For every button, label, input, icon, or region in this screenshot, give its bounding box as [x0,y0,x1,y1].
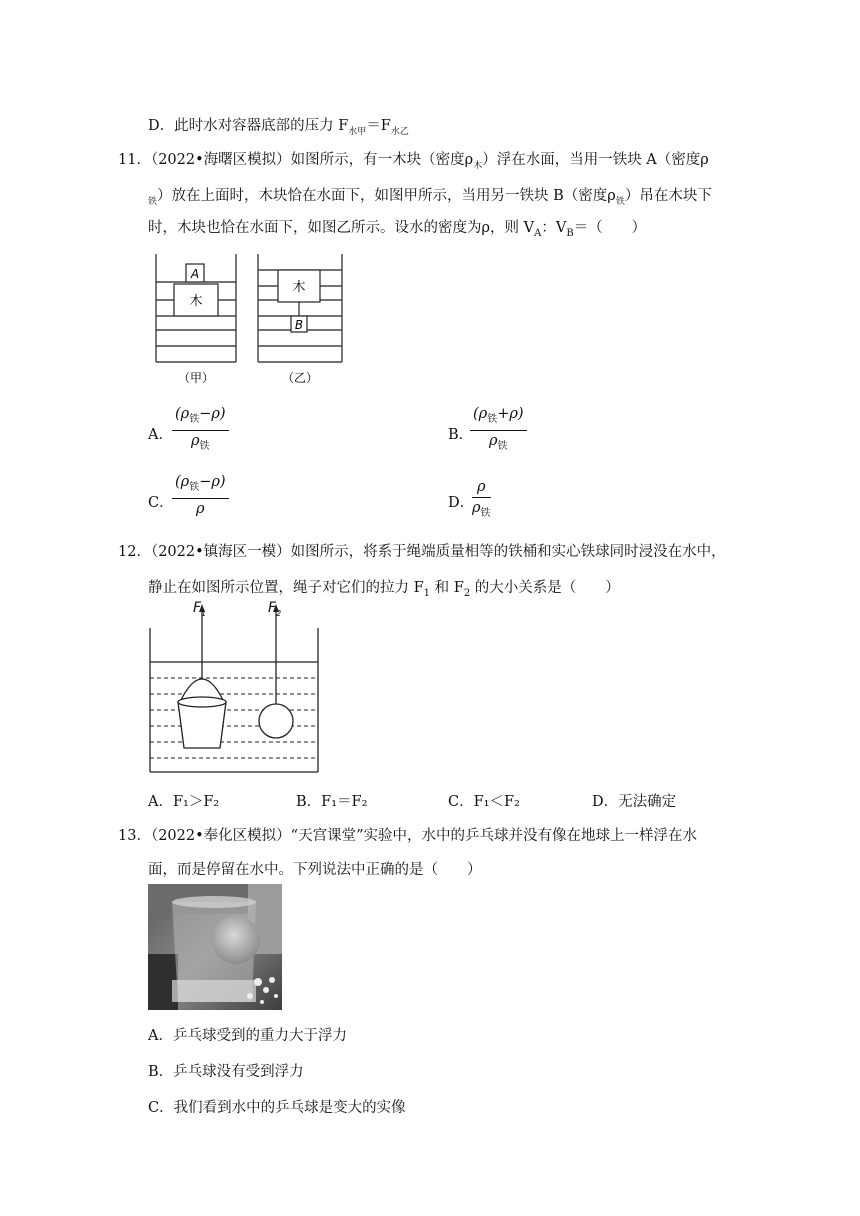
q13-option-b: B．乒乓球没有受到浮力 [148,1064,304,1080]
q11-option-a-label: A． [148,427,173,443]
q12-stem-line2: 静止在如图所示位置，绳子对它们的拉力 $F_1$ 和 $F_2$ 的大小关系是（ ） [148,580,620,599]
q10-option-d: D．此时水对容器底部的压力 $F_{水甲}=F_{水乙}$ [148,118,409,137]
iron-block-b-label: B [294,318,304,332]
q13-stem-line2: 面，而是停留在水中。下列说法中正确的是（ ） [148,862,482,878]
q13-option-c: C．我们看到水中的乒乓球是变大的实像 [148,1100,406,1116]
q11-option-c-fraction: $(\rho_铁-\rho)$ ρ [172,472,229,519]
iron-block-a-label: A [190,267,200,281]
force-f1-label: $F_1$ [193,600,207,618]
caption-jia: （甲） [177,371,215,385]
ping-pong-ball-in-water-photo [148,884,282,1010]
q11-option-d-label: D． [448,495,475,511]
q11-stem-line2: $_铁$）放在上面时，木块恰在水面下，如图甲所示，当用另一铁块 B（密度$\rho_铁$）吊在木块下 [148,188,712,207]
q12-option-b: B．F₁＝F₂ [296,794,368,810]
q11-figure [150,250,350,390]
caption-yi: （乙） [281,371,319,385]
wood-block-label-left: 木 [189,294,203,309]
q11-option-c-label: C． [148,495,174,511]
q11-stem-line1: 11．（2022•海曙区模拟）如图所示，有一木块（密度$\rho_木$）浮在水面，当用一铁块 A（密度ρ [118,152,709,171]
q13-option-a: A．乒乓球受到的重力大于浮力 [148,1028,347,1044]
q11-option-a-fraction: $(\rho_铁-\rho)$ $\rho_铁$ [172,404,229,457]
q12-stem-line1: 12．（2022•镇海区一模）如图所示，将系于绳端质量相等的铁桶和实心铁球同时浸没在水中， [118,544,726,560]
q12-option-c: C．F₁＜F₂ [448,794,520,810]
q12-option-d: D．无法确定 [592,794,677,810]
force-f2-label: $F_2$ [268,600,282,618]
q11-stem-line3: 时，木块也恰在水面下，如图乙所示。设水的密度为ρ，则 $V_A$：$V_B=$（ ） [148,220,647,239]
q12-figure [146,600,322,778]
q12-option-a: A．F₁＞F₂ [148,794,220,810]
q11-option-b-label: B． [448,427,474,443]
q11-option-b-fraction: $(\rho_铁+\rho)$ $\rho_铁$ [470,404,527,457]
q11-option-d-fraction: ρ $\rho_铁$ [472,479,491,519]
wood-block-label-right: 木 [292,280,306,295]
q13-stem-line1: 13．（2022•奉化区模拟）“天宫课堂”实验中，水中的乒乓球并没有像在地球上一样浮在水 [118,828,697,844]
